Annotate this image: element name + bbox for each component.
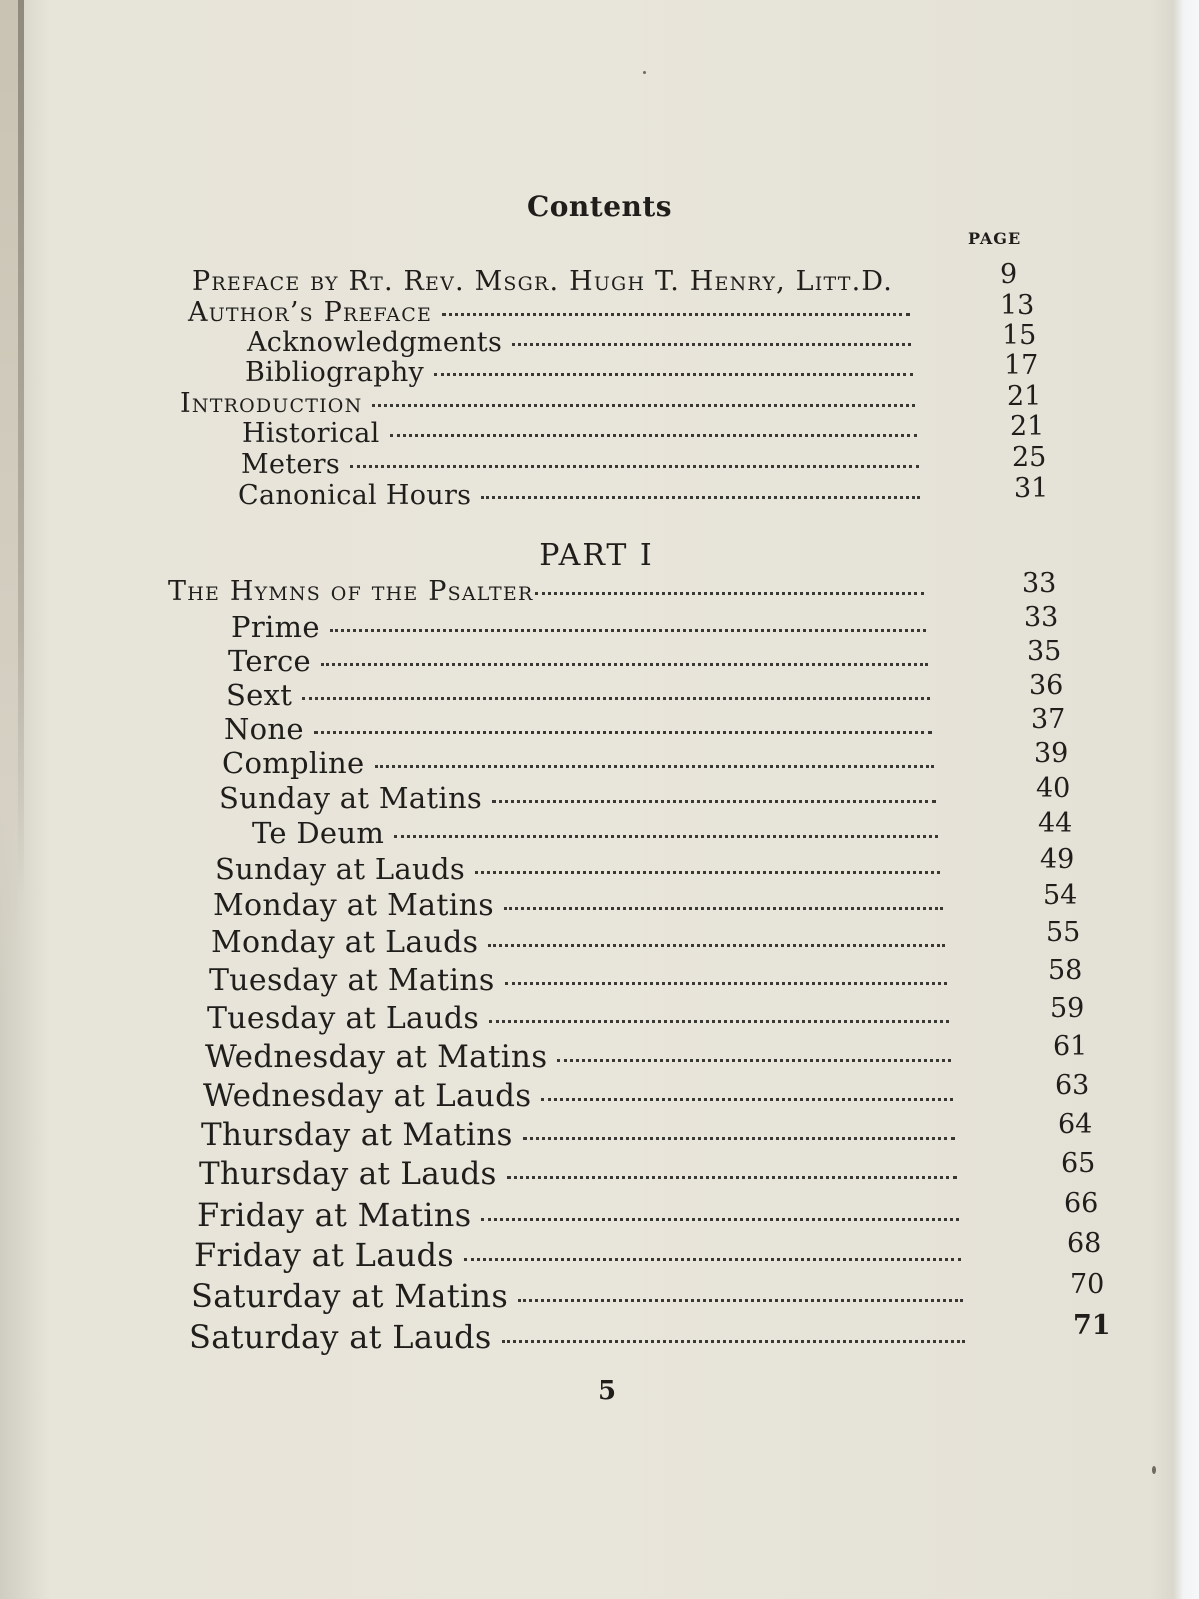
- toc-entry-page: 58: [1048, 955, 1083, 986]
- toc-entry-page: 33: [1022, 568, 1057, 599]
- dot-leader: [321, 663, 928, 666]
- toc-entry-page: 9: [1000, 259, 1018, 290]
- dot-leader: [481, 1218, 959, 1221]
- toc-entry-prime: [231, 610, 936, 644]
- toc-entry-title: Tuesday at Matins: [209, 963, 495, 998]
- toc-entry-title: Preface by Rt. Rev. Msgr. Hugh T. Henry, Litt.D.: [192, 266, 894, 297]
- toc-entry-page: 44: [1038, 808, 1073, 839]
- toc-entry-thursday-at-matins: [201, 1117, 965, 1153]
- toc-entry-hymns-of-the-psalter: [168, 576, 934, 607]
- toc-entry-page: 25: [1012, 442, 1047, 473]
- toc-entry-title: Introduction: [180, 388, 363, 419]
- dot-leader: [464, 1258, 961, 1261]
- dot-leader: [507, 1176, 957, 1179]
- toc-entry-page: 36: [1029, 670, 1064, 701]
- toc-entry-title: Thursday at Lauds: [199, 1156, 497, 1192]
- dot-leader: [504, 907, 943, 910]
- toc-entry-title: Tuesday at Lauds: [207, 1001, 480, 1036]
- toc-entry-page: 71: [1073, 1310, 1111, 1341]
- toc-entry-thursday-at-lauds: [199, 1156, 967, 1192]
- toc-entry-saturday-at-matins: [191, 1277, 973, 1315]
- toc-entry-title: Bibliography: [245, 357, 425, 388]
- toc-entry-title: Thursday at Matins: [201, 1117, 513, 1153]
- dot-leader: [475, 871, 940, 874]
- toc-entry-page: 54: [1043, 880, 1078, 911]
- dot-leader: [314, 731, 932, 734]
- toc-entry-page: 59: [1050, 993, 1085, 1024]
- toc-entry-page: 13: [1000, 290, 1035, 321]
- toc-entry-title: Canonical Hours: [238, 480, 472, 511]
- dot-leader: [518, 1299, 963, 1302]
- toc-entry-sunday-at-lauds: [215, 852, 950, 886]
- dot-leader: [535, 592, 924, 595]
- toc-entry-tuesday-at-matins: [209, 963, 957, 998]
- toc-entry-page: 64: [1058, 1109, 1093, 1140]
- toc-entry-page: 55: [1046, 917, 1081, 948]
- toc-entry-friday-at-matins: [197, 1196, 969, 1234]
- toc-entry-page: 21: [1007, 381, 1042, 412]
- toc-entry-title: Meters: [241, 449, 341, 480]
- toc-entry-title: Friday at Matins: [197, 1196, 472, 1234]
- toc-entry-none: [224, 712, 942, 746]
- toc-entry-title: Sunday at Lauds: [215, 852, 466, 886]
- toc-entry-terce: [228, 644, 938, 678]
- dot-leader: [489, 1020, 949, 1023]
- toc-entry-monday-at-matins: [213, 888, 953, 923]
- dot-leader: [502, 1340, 965, 1343]
- dot-leader: [375, 765, 934, 768]
- dot-leader: [394, 835, 938, 838]
- toc-entry-wednesday-at-lauds: [203, 1078, 963, 1114]
- toc-entry-page: 66: [1064, 1188, 1099, 1219]
- toc-entry-title: Sext: [226, 678, 293, 712]
- toc-entry-page: 63: [1055, 1070, 1090, 1101]
- toc-entry-title: Te Deum: [252, 816, 385, 850]
- toc-entry-page: 68: [1067, 1228, 1102, 1259]
- page-column-label: PAGE: [968, 229, 1022, 248]
- toc-entry-te-deum: [252, 816, 948, 850]
- toc-entry-page: 70: [1070, 1269, 1105, 1300]
- dot-leader: [302, 697, 930, 700]
- dot-leader: [492, 800, 936, 803]
- toc-entry-tuesday-at-lauds: [207, 1001, 959, 1036]
- toc-entry-page: 15: [1002, 320, 1037, 351]
- toc-entry-page: 33: [1024, 602, 1059, 633]
- toc-entry-title: None: [224, 712, 304, 746]
- dot-leader: [505, 982, 947, 985]
- toc-entry-title: Sunday at Matins: [219, 781, 483, 815]
- toc-entry-sext: [226, 678, 940, 712]
- dot-leader: [330, 629, 926, 632]
- toc-entry-title: Acknowledgments: [247, 327, 503, 358]
- toc-entry-page: 17: [1004, 350, 1039, 381]
- dot-leader: [557, 1059, 951, 1062]
- toc-entry-page: 39: [1034, 738, 1069, 769]
- dot-leader: [541, 1098, 953, 1101]
- dot-leader: [488, 944, 945, 947]
- toc-entry-title: Prime: [231, 610, 320, 644]
- toc-entry-page: 37: [1031, 704, 1066, 735]
- toc-entry-compline: [222, 746, 944, 780]
- toc-entry-page: 61: [1053, 1031, 1088, 1062]
- toc-entry-title: Saturday at Lauds: [189, 1318, 492, 1356]
- toc-entry-monday-at-lauds: [211, 925, 955, 960]
- toc-entry-title: Saturday at Matins: [191, 1277, 509, 1315]
- page-number: 5: [598, 1376, 617, 1406]
- toc-entry-wednesday-at-matins: [205, 1039, 961, 1075]
- toc-entry-page: 65: [1061, 1148, 1096, 1179]
- part-heading: PART I: [539, 538, 654, 573]
- toc-entry-title: Friday at Lauds: [194, 1236, 454, 1274]
- toc-entry-title: Author’s Preface: [188, 297, 433, 328]
- toc-entry-friday-at-lauds: [194, 1236, 971, 1274]
- toc-entry-title: Terce: [228, 644, 312, 678]
- toc-entry-page: 40: [1036, 773, 1071, 804]
- toc-entry-title: Monday at Matins: [213, 888, 494, 923]
- toc-entry-page: 31: [1014, 473, 1049, 504]
- toc-entry-page: 35: [1027, 636, 1062, 667]
- toc-entry-page: 21: [1010, 411, 1045, 442]
- toc-entry-sunday-at-matins: [219, 781, 946, 815]
- contents-heading: Contents: [526, 190, 673, 223]
- toc-entry-title: Monday at Lauds: [211, 925, 479, 960]
- toc-entry-title: Historical: [242, 418, 380, 449]
- toc-entry-title: Wednesday at Lauds: [203, 1078, 532, 1114]
- toc-entry-title: Wednesday at Matins: [205, 1039, 548, 1075]
- dot-leader: [523, 1137, 955, 1140]
- toc-entry-saturday-at-lauds: [189, 1318, 975, 1356]
- toc-entry-title: Compline: [222, 746, 365, 780]
- toc-entry-title: The Hymns of the Psalter: [168, 576, 534, 607]
- toc-entry-page: 49: [1040, 844, 1075, 875]
